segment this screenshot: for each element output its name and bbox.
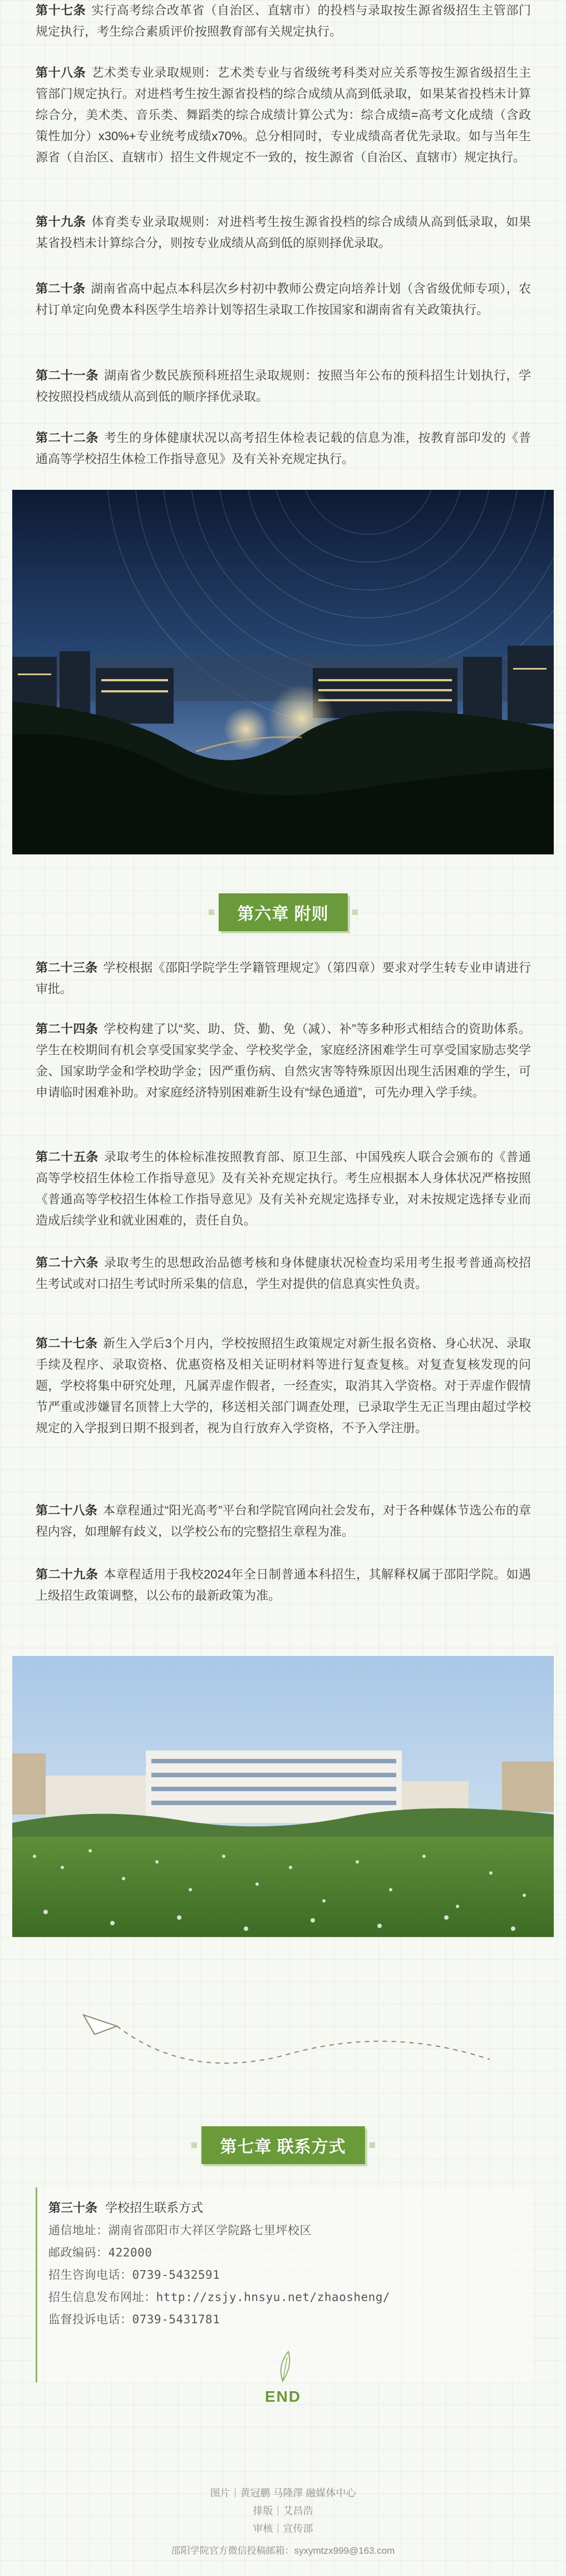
article-25	[36, 1147, 531, 1231]
article-text: 本章程适用于我校2024年全日制普通本科招生，其解释权属于邵阳学院。如遇上级招生政策调整，以公布的最新政策为准。	[36, 1567, 531, 1602]
article-27	[36, 1333, 531, 1439]
article-number: 第十九条	[36, 215, 86, 229]
paper-plane-decoration	[78, 2004, 501, 2076]
article-number: 第二十二条	[36, 431, 99, 445]
article-number: 第二十五条	[36, 1150, 99, 1164]
article-number: 第二十七条	[36, 1336, 98, 1350]
article-24	[36, 1019, 531, 1103]
article-number: 第二十六条	[36, 1256, 99, 1270]
article-text: 艺术类专业录取规则：艺术类专业与省级统考科类对应关系等按生源省级招生主管部门规定执行。对进档考生按生源省投档的综合成绩从高到低录取，如果某省投档未计算综合分，美术类、音乐类、舞蹈类的综合成绩计算公式为：综合成绩=高考文化成绩（含政策性加分）x30%+专业统考成绩x70%。总分相同时，专业成绩高者优先录取。如与当年生源省（自治区、直辖市）招生文件规定不一致的，按生源省（自治区、直辖市）规定执行。	[36, 66, 531, 164]
article-18	[36, 62, 531, 168]
paper-plane-icon	[83, 2015, 117, 2034]
article-text: 录取考生的思想政治品德考核和身体健康状况检查均采用考生报考普通高校招生考试或对口招生考试时所采集的信息，学生对提供的信息真实性负责。	[36, 1256, 531, 1291]
article-number: 第二十八条	[36, 1503, 97, 1517]
article-text: 湖南省少数民族预科班招生录取规则：按照当年公布的预科招生计划执行，学校按照投档成绩从高到低的顺序择优录取。	[36, 368, 531, 404]
contact-address: 通信地址：湖南省邵阳市大祥区学院路七里坪校区	[48, 2224, 312, 2237]
article-number: 第十七条	[36, 3, 86, 17]
leaf-icon	[272, 2349, 294, 2382]
article-23	[36, 957, 531, 1000]
article-text: 湖南省高中起点本科层次乡村初中教师公费定向培养计划（含省级优师专项），农村订单定向免费本科医学生培养计划等招生录取工作按国家和湖南省有关政策执行。	[36, 282, 531, 317]
campus-day-image	[12, 1656, 554, 1937]
article-number: 第二十一条	[36, 368, 99, 382]
article-20	[36, 278, 531, 321]
article-28	[36, 1500, 531, 1542]
campus-night-photo	[12, 490, 554, 854]
article-29	[36, 1564, 531, 1606]
contact-website[interactable]: 招生信息发布网址：http://zsjy.hnsyu.net/zhaosheng/	[48, 2290, 391, 2304]
article-text: 实行高考综合改革省（自治区、直辖市）的投档与录取按生源省级招生主管部门规定执行，考生综合素质评价按照教育部有关规定执行。	[36, 3, 531, 38]
credit-layout: 排版｜艾昌浩	[253, 2505, 313, 2516]
campus-night-image	[12, 490, 554, 854]
article-text: 学校根据《邵阳学院学生学籍管理规定》（第四章）要求对学生转专业申请进行审批。	[36, 961, 531, 996]
contact-title	[48, 2199, 203, 2216]
credit-email: 邵阳学院官方微信投稿邮箱：syxymtzx999@163.com	[171, 2545, 395, 2556]
campus-day-photo	[12, 1656, 554, 1937]
article-number: 第二十三条	[36, 961, 98, 975]
article-number: 第二十条	[36, 282, 86, 296]
article-text: 学校构建了以“奖、助、贷、勤、免（减）、补”等多种形式相结合的资助体系。学生在校期间有机会享受国家奖学金、学校奖学金，家庭经济困难学生可享受国家励志奖学金、国家助学金和学校助学金；因严重伤病、自然灾害等特殊原因出现生活困难的学生，可申请临时困难补助。对家庭经济特别困难新生设有“绿色通道”，可先办理入学手续。	[36, 1022, 531, 1099]
article-text: 本章程通过“阳光高考”平台和学院官网向社会发布，对于各种媒体节选公布的章程内容，如理解有歧义，以学校公布的完整招生章程为准。	[36, 1503, 531, 1538]
article-number: 第二十四条	[36, 1022, 99, 1036]
contact-phone: 招生咨询电话：0739-5432591	[48, 2268, 220, 2282]
credit-photo: 图片｜黄冠鹏 马隆澤 融媒体中心	[210, 2487, 356, 2499]
credit-review: 审核｜宣传部	[253, 2523, 313, 2534]
article-number: 第二十九条	[36, 1567, 99, 1581]
chapter-6-heading: 第六章 附则	[218, 893, 347, 931]
article-22	[36, 427, 531, 470]
article-text: 考生的身体健康状况以高考招生体检表记载的信息为准，按教育部印发的《普通高等学校招生体检工作指导意见》及有关补充规定执行。	[36, 431, 531, 466]
contact-supervise-phone: 监督投诉电话：0739-5431781	[48, 2313, 220, 2326]
chapter-7-heading: 第七章 联系方式	[201, 2126, 365, 2164]
contact-title-text: 学校招生联系方式	[105, 2201, 204, 2215]
article-number: 第十八条	[36, 66, 86, 80]
article-19	[36, 212, 531, 254]
article-26	[36, 1252, 531, 1295]
article-text: 新生入学后3个月内，学校按照招生政策规定对新生报名资格、身心状况、录取手续及程序、录取资格、优惠资格及相关证明材料等进行复查复核。对复查复核发现的问题，学校将集中研究处理，凡属弄虚作假者，一经查实，取消其入学资格。对于弄虚作假情节严重或涉嫌冒名顶替上大学的，移送相关部门调查处理，已录取学生无正当理由超过学校规定的入学报到日期不报到者，视为自行放弃入学资格，不予入学注册。	[36, 1336, 531, 1435]
article-text: 录取考生的体检标准按照教育部、原卫生部、中国残疾人联合会颁布的《普通高等学校招生体检工作指导意见》及有关补充规定执行。考生应根据本人身体状况严格按照《普通高等学校招生体检工作指导意见》及有关补充规定选择专业，对未按规定选择专业而造成后续学业和就业困难的，责任自负。	[36, 1150, 531, 1227]
article-text: 体育类专业录取规则：对进档考生按生源省投档的综合成绩从高到低录取，如果某省投档未计算综合分，则按专业成绩从高到低的原则择优录取。	[36, 215, 531, 250]
article-number: 第三十条	[48, 2201, 98, 2215]
article-17	[36, 0, 531, 42]
article-21	[36, 365, 531, 407]
end-mark: END	[264, 2388, 302, 2405]
contact-postcode: 邮政编码：422000	[48, 2246, 152, 2259]
